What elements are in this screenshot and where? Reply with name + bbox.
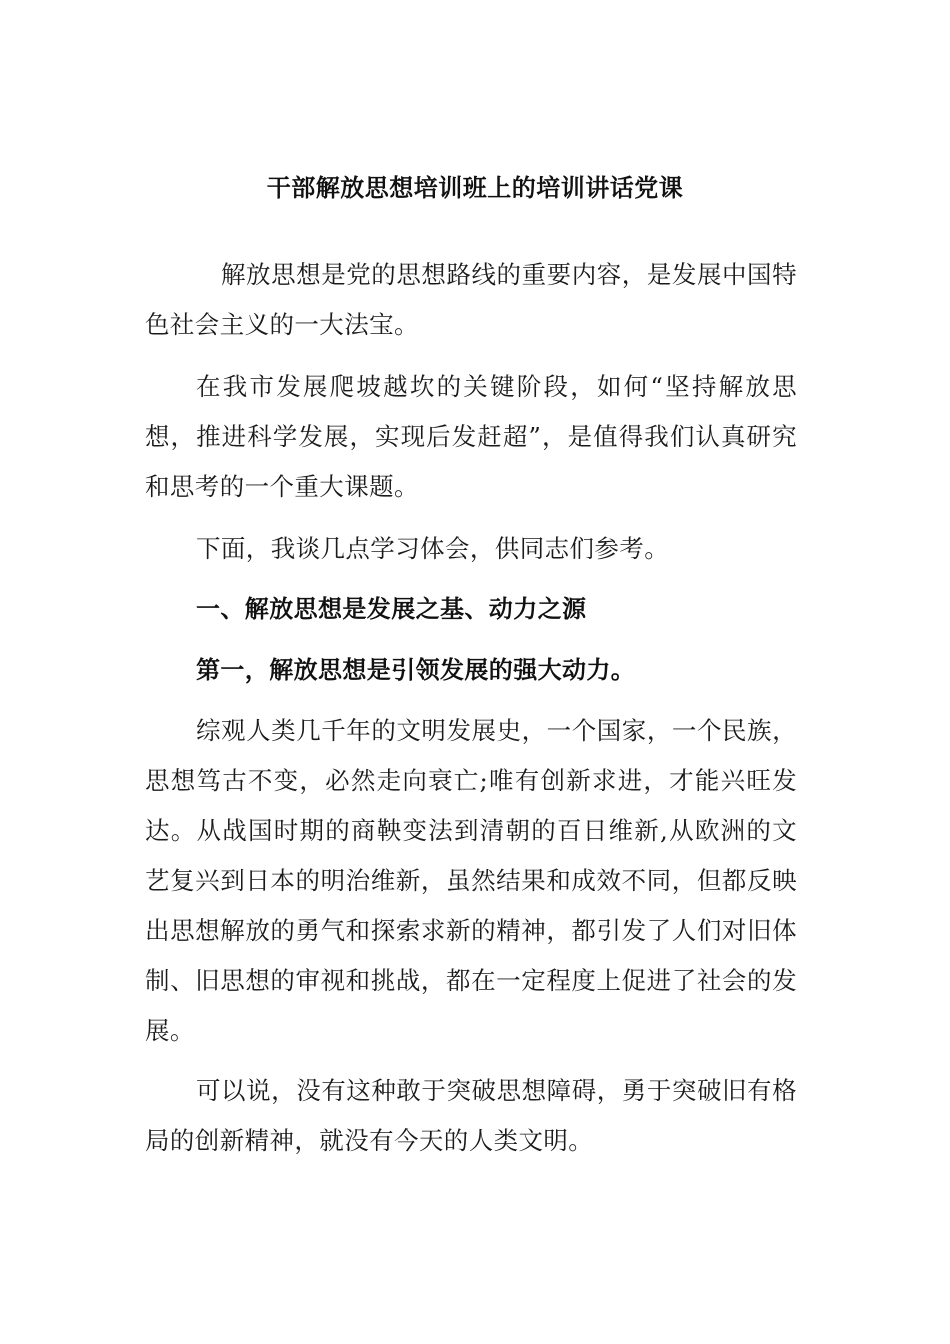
body-paragraph-1: 综观人类几千年的文明发展史，一个国家，一个民族，思想笃古不变，必然走向衰亡;唯有创新求进，才能兴旺发达。从战国时期的商鞅变法到清朝的百日维新,从欧洲的文艺复兴到日本的明治维新，虽然结果和成效不同，但都反映出思想解放的勇气和探索求新的精神，都引发了人们对旧体制、旧思想的审视和挑战，都在一定程度上促进了社会的发展。 (145, 716, 797, 1045)
subheading: 第一，解放思想是引领发展的强大动力。 (196, 656, 636, 684)
document-title: 干部解放思想培训班上的培训讲话党课 (266, 174, 684, 202)
body-paragraph-2: 可以说，没有这种敢于突破思想障碍，勇于突破旧有格局的创新精神，就没有今天的人类文明。 (145, 1076, 797, 1155)
paragraph-2: 在我市发展爬坡越坎的关键阶段，如何“坚持解放思想，推进科学发展，实现后发赶超”，是值得我们认真研究和思考的一个重大课题。 (145, 372, 797, 501)
paragraph-1: 解放思想是党的思想路线的重要内容，是发展中国特色社会主义的一大法宝。 (145, 260, 797, 339)
paragraph-3: 下面，我谈几点学习体会，供同志们参考。 (196, 534, 670, 563)
section-heading: 一、解放思想是发展之基、动力之源 (196, 595, 587, 623)
